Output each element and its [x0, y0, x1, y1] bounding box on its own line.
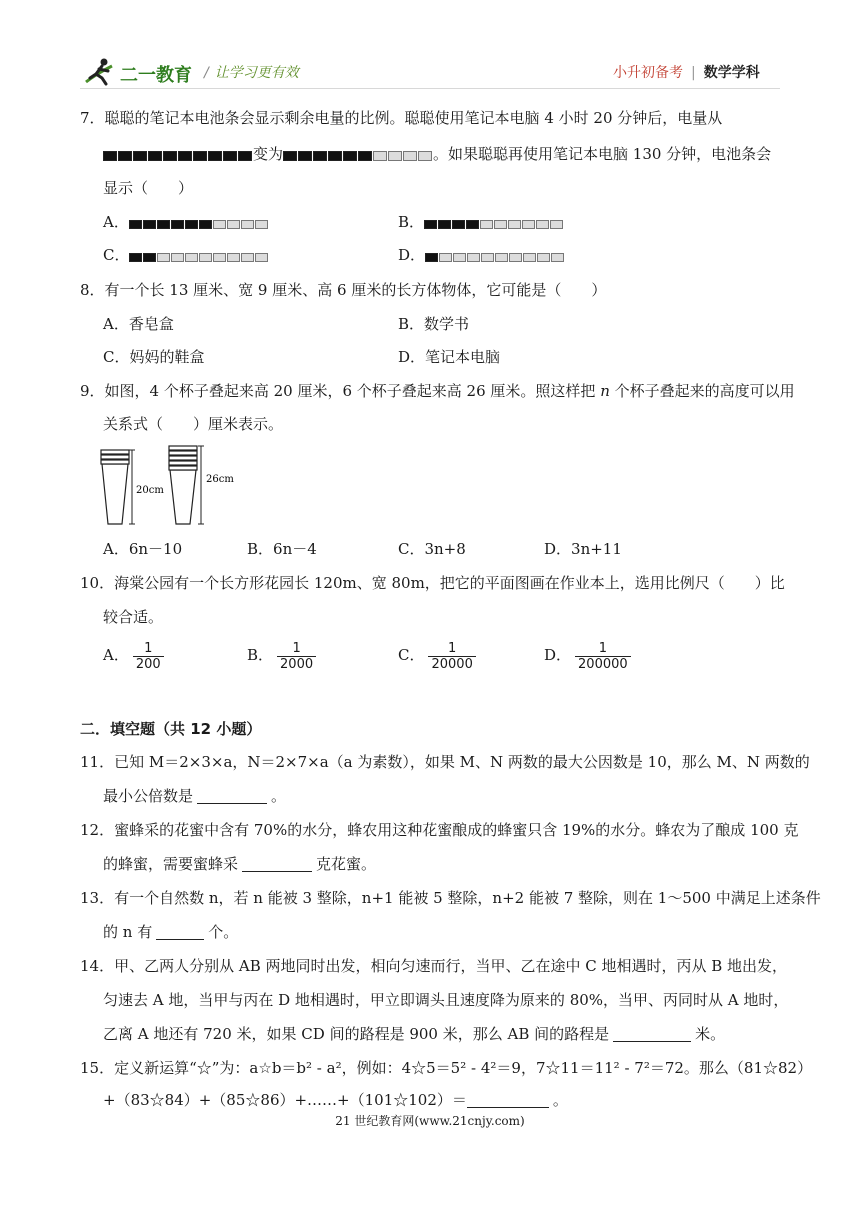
q10-option-a: A． $\frac{1}{200}$ — [103, 638, 164, 672]
q7-option-d: D． — [398, 245, 565, 267]
q9-line2: 关系式（ ）厘米表示。 — [103, 415, 284, 433]
answer-blank[interactable] — [467, 1091, 549, 1108]
battery-cell-filled — [343, 151, 357, 161]
battery-cell-filled — [143, 253, 156, 262]
battery-cell-filled — [425, 253, 438, 262]
q7-option-a: A． — [103, 212, 269, 234]
battery-cell-empty — [481, 253, 494, 262]
q8-option-a: A．香皂盒 — [103, 315, 174, 333]
page-footer: 21 世纪教育网(www.21cnjy.com) — [335, 1114, 525, 1128]
battery-cell-empty — [551, 253, 564, 262]
q10-option-d: D． $\frac{1}{200000}$ — [544, 638, 631, 672]
figure-label-right: 26cm — [206, 474, 234, 485]
battery-cell-filled — [223, 151, 237, 161]
battery-cell-empty — [418, 151, 432, 161]
battery-cell-empty — [227, 253, 240, 262]
battery-cell-empty — [550, 220, 563, 229]
q8-option-d: D．笔记本电脑 — [398, 348, 501, 366]
q7-line1: 7．聪聪的笔记本电池条会显示剩余电量的比例。聪聪使用笔记本电脑 4 小时 20 分钟后，电量从 — [80, 109, 723, 127]
q10-option-c: C． $\frac{1}{20000}$ — [398, 638, 476, 672]
battery-cell-filled — [193, 151, 207, 161]
battery-cell-filled — [178, 151, 192, 161]
battery-cell-filled — [199, 220, 212, 229]
battery-cell-filled — [283, 151, 297, 161]
battery-cell-empty — [255, 220, 268, 229]
battery-cell-empty — [508, 220, 521, 229]
battery-cell-empty — [213, 253, 226, 262]
q14-line1: 14．甲、乙两人分别从 AB 两地同时出发，相向匀速而行，当甲、乙在途中 C 地相遇时，丙从 B 地出发， — [80, 957, 788, 975]
battery-cell-filled — [298, 151, 312, 161]
battery-cell-filled — [438, 220, 451, 229]
q11-line2: 最小公倍数是 。 — [103, 787, 287, 805]
battery-start — [103, 146, 253, 166]
battery-cell-filled — [452, 220, 465, 229]
battery-cell-empty — [241, 220, 254, 229]
header-divider — [80, 88, 780, 89]
fraction-d: $\frac{1}{200000}$ — [575, 641, 631, 672]
q13-line2: 的 n 有 个。 — [103, 923, 239, 941]
battery-end — [283, 146, 433, 166]
q8-option-b: B．数学书 — [398, 315, 470, 333]
q8-stem: 8．有一个长 13 厘米、宽 9 厘米、高 6 厘米的长方体物体，它可能是（ ） — [80, 281, 607, 299]
battery-cell-empty — [509, 253, 522, 262]
cups-6-icon — [169, 446, 197, 524]
fraction-c: $\frac{1}{20000}$ — [428, 641, 475, 672]
battery-cell-empty — [494, 220, 507, 229]
battery-cell-empty — [241, 253, 254, 262]
battery-cell-filled — [313, 151, 327, 161]
battery-option-c — [129, 247, 269, 267]
battery-cell-filled — [424, 220, 437, 229]
battery-cell-filled — [103, 151, 117, 161]
battery-cell-filled — [163, 151, 177, 161]
battery-cell-empty — [171, 253, 184, 262]
battery-cell-empty — [467, 253, 480, 262]
battery-cell-empty — [537, 253, 550, 262]
q15-line1: 15．定义新运算“☆”为：a☆b＝b² - a²，例如：4☆5＝5² - 4²＝9，7☆11＝11² - 7²＝72。那么（81☆82） — [80, 1059, 813, 1077]
q7-line2: 变为 。如果聪聪再使用笔记本电脑 130 分钟，电池条会 — [103, 144, 771, 166]
battery-cell-empty — [199, 253, 212, 262]
header-subject: 小升初备考 | 数学学科 — [613, 65, 760, 81]
logo-text: 二一教育 — [120, 65, 192, 86]
battery-option-d — [425, 247, 565, 267]
q14-line2: 匀速去 A 地，当甲与丙在 D 地相遇时，甲立即调头且速度降为原来的 80%，当甲、丙同时从 A 地时， — [103, 991, 789, 1009]
battery-cell-empty — [495, 253, 508, 262]
q7-line3: 显示（ ） — [103, 179, 194, 197]
q11-line1: 11．已知 M＝2×3×a，N＝2×7×a（a 为素数），如果 M、N 两数的最大公因数是 10，那么 M、N 两数的 — [80, 753, 810, 771]
battery-option-b — [424, 214, 564, 234]
battery-cell-filled — [171, 220, 184, 229]
fraction-a: $\frac{1}{200}$ — [133, 641, 164, 672]
battery-cell-filled — [358, 151, 372, 161]
battery-cell-empty — [255, 253, 268, 262]
battery-cell-empty — [453, 253, 466, 262]
q8-option-c: C．妈妈的鞋盒 — [103, 348, 205, 366]
q9-line1: 9．如图，4 个杯子叠起来高 20 厘米，6 个杯子叠起来高 26 厘米。照这样把 n 个杯子叠起来的高度可以用 — [80, 382, 795, 400]
answer-blank[interactable] — [242, 855, 312, 872]
battery-cell-empty — [185, 253, 198, 262]
q14-line3: 乙离 A 地还有 720 米，如果 CD 间的路程是 900 米，那么 AB 间的路程是 米。 — [103, 1025, 726, 1043]
battery-cell-empty — [373, 151, 387, 161]
q9-option-b: B．6n－4 — [247, 540, 317, 558]
battery-cell-filled — [143, 220, 156, 229]
q9-option-d: D．3n+11 — [544, 540, 622, 558]
q10-option-b: B． $\frac{1}{2000}$ — [247, 638, 316, 672]
battery-cell-empty — [157, 253, 170, 262]
battery-cell-filled — [208, 151, 222, 161]
battery-cell-filled — [238, 151, 252, 161]
battery-cell-empty — [213, 220, 226, 229]
header-slogan: / 让学习更有效 — [204, 65, 299, 81]
battery-cell-filled — [148, 151, 162, 161]
battery-cell-empty — [522, 220, 535, 229]
answer-blank[interactable] — [156, 923, 204, 940]
q10-line2: 较合适。 — [103, 608, 164, 626]
runner-logo-icon — [82, 56, 122, 88]
battery-cell-empty — [480, 220, 493, 229]
q15-line2: +（83☆84）+（85☆86）+……+（101☆102）＝ 。 — [103, 1091, 568, 1109]
cups-4-icon — [101, 450, 129, 524]
fraction-b: $\frac{1}{2000}$ — [277, 641, 316, 672]
battery-cell-empty — [439, 253, 452, 262]
q7-option-c: C． — [103, 245, 269, 267]
battery-cell-filled — [185, 220, 198, 229]
battery-cell-filled — [157, 220, 170, 229]
q12-line1: 12．蜜蜂采的花蜜中含有 70%的水分，蜂农用这种花蜜酿成的蜂蜜只含 19%的水分。蜂农为了酿成 100 克 — [80, 821, 799, 839]
q13-line1: 13．有一个自然数 n，若 n 能被 3 整除，n+1 能被 5 整除，n+2 能被 7 整除，则在 1～500 中满足上述条件 — [80, 889, 821, 907]
battery-cell-empty — [523, 253, 536, 262]
q9-option-c: C．3n+8 — [398, 540, 466, 558]
answer-blank[interactable] — [613, 1025, 691, 1042]
q7-option-b: B． — [398, 212, 564, 234]
battery-cell-empty — [536, 220, 549, 229]
battery-cell-filled — [129, 253, 142, 262]
section-heading: 二．填空题（共 12 小题） — [80, 720, 262, 738]
battery-cell-filled — [118, 151, 132, 161]
battery-cell-filled — [466, 220, 479, 229]
battery-cell-empty — [227, 220, 240, 229]
battery-option-a — [129, 214, 269, 234]
battery-cell-filled — [133, 151, 147, 161]
answer-blank[interactable] — [197, 787, 267, 804]
battery-cell-filled — [129, 220, 142, 229]
q9-option-a: A．6n－10 — [103, 540, 183, 558]
battery-cell-empty — [403, 151, 417, 161]
figure-label-left: 20cm — [136, 485, 164, 496]
q12-line2: 的蜂蜜，需要蜜蜂采 克花蜜。 — [103, 855, 377, 873]
logo — [82, 56, 194, 88]
stacked-cups-figure — [98, 444, 248, 528]
q10-line1: 10．海棠公园有一个长方形花园长 120m、宽 80m，把它的平面图画在作业本上，选用比例尺（ ）比 — [80, 574, 785, 592]
battery-cell-filled — [328, 151, 342, 161]
battery-cell-empty — [388, 151, 402, 161]
